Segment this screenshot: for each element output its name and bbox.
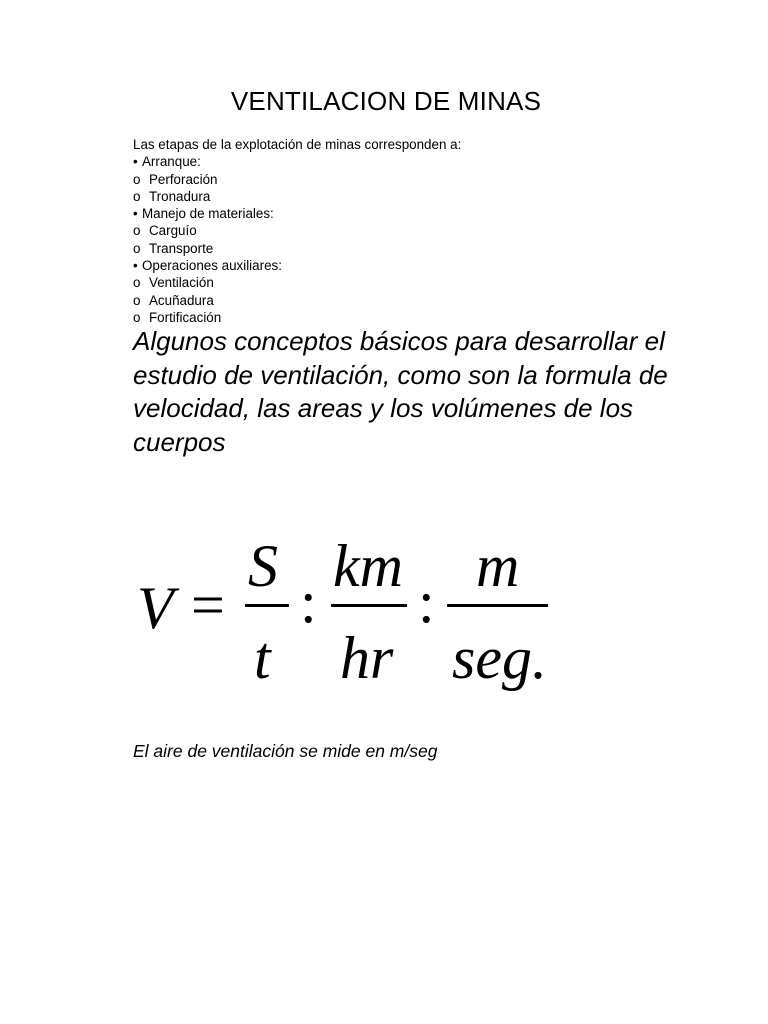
- intro-text: Las etapas de la explotación de minas corresponden a:: [133, 137, 462, 152]
- fraction-denominator: t: [254, 625, 271, 691]
- fraction-denominator: seg.: [452, 625, 547, 691]
- substage-label: Carguío: [149, 223, 197, 239]
- substage-label: Acuñadura: [149, 292, 214, 308]
- formula-separator: :: [418, 569, 435, 635]
- circle-bullet-icon: o: [133, 223, 141, 239]
- fraction-bar: [245, 604, 289, 607]
- stage-label: Manejo de materiales:: [142, 206, 274, 222]
- fraction-bar: [447, 604, 548, 607]
- formula-separator: :: [300, 569, 317, 635]
- circle-bullet-icon: o: [133, 171, 141, 187]
- circle-bullet-icon: o: [133, 240, 141, 256]
- bullet-icon: •: [133, 258, 138, 274]
- stage-label: Operaciones auxiliares:: [142, 258, 282, 274]
- circle-bullet-icon: o: [133, 309, 141, 325]
- formula-equals: =: [191, 572, 225, 638]
- fraction-bar: [331, 604, 407, 607]
- circle-bullet-icon: o: [133, 292, 141, 308]
- substage-label: Ventilación: [149, 275, 214, 291]
- fraction-numerator: S: [248, 533, 278, 599]
- circle-bullet-icon: o: [133, 188, 141, 204]
- fraction-denominator: hr: [340, 625, 394, 691]
- substage-label: Transporte: [149, 240, 214, 256]
- circle-bullet-icon: o: [133, 275, 141, 291]
- document-title: VENTILACION DE MINAS: [230, 86, 542, 116]
- stage-label: Arranque:: [142, 154, 201, 170]
- bullet-icon: •: [133, 206, 138, 222]
- substage-label: Tronadura: [149, 188, 211, 204]
- substage-label: Fortificación: [149, 309, 222, 325]
- substage-label: Perforación: [149, 171, 218, 187]
- fraction-numerator: m: [476, 533, 520, 599]
- formula-lhs: V: [137, 575, 174, 641]
- fraction-numerator: km: [333, 533, 403, 599]
- ventilation-note: El aire de ventilación se mide en m/seg: [133, 741, 438, 761]
- bullet-icon: •: [133, 154, 138, 170]
- concepts-paragraph: Algunos conceptos básicos para desarrollar el estudio de ventilación, como son la formula de velocidad, las areas y los volúmenes de los cuerpos: [133, 326, 668, 457]
